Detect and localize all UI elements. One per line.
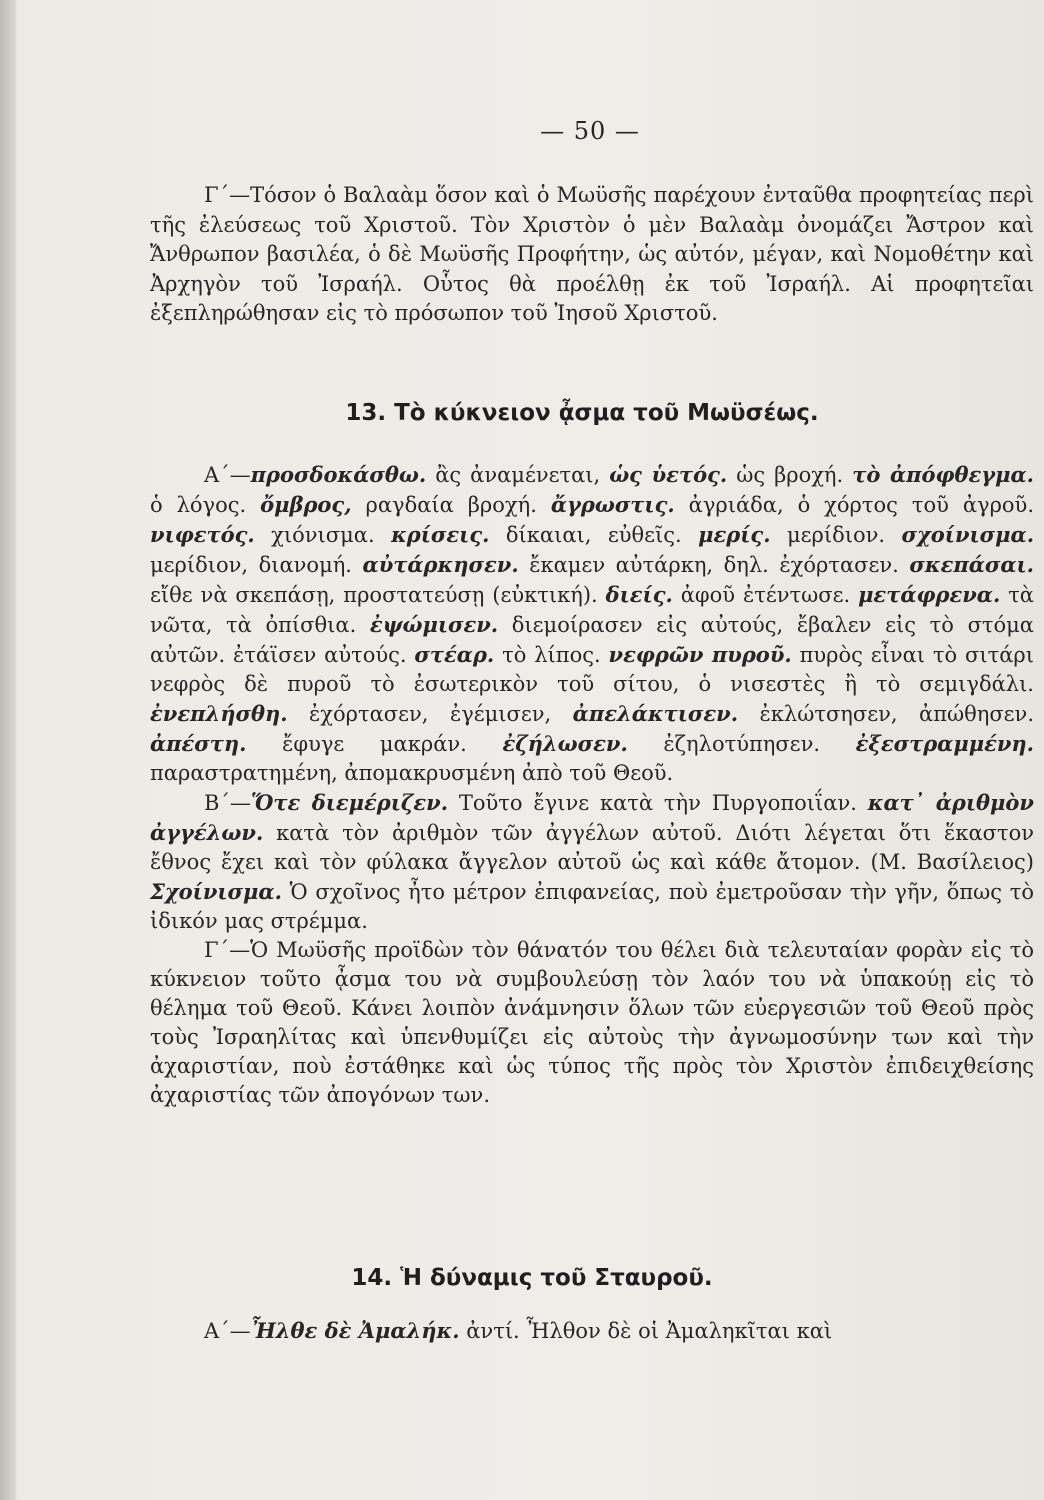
glossary-term: στέαρ. <box>414 642 495 667</box>
section-13-body <box>150 460 1034 1110</box>
glossary-definition: ἔκαμεν αὐτάρκη, δηλ. ἐχόρτασεν. <box>518 553 910 577</box>
paragraph-label: Β´— <box>204 791 251 815</box>
glossary-term: Σχοίνισμα. <box>150 879 282 904</box>
paragraph-gamma-moses: Γ´—Ὁ Μωϋσῆς προϊδὼν τὸν θάνατόν του θέλει διὰ τελευταίαν φορὰν εἰς τὸ κύκνειον τοῦτο ᾆσμα του νὰ συμβουλεύσῃ τὸν λαόν του νὰ ὑπακούῃ εἰς τὸ θέλημα τοῦ Θεοῦ. Κάνει λοιπὸν ἀνάμνησιν ὅλων τῶν εὐεργεσιῶν τοῦ Θεοῦ πρὸς τοὺς Ἰσραηλίτας καὶ ὑπενθυμίζει εἰς αὐτοὺς τὴν ἀγνωμοσύνην των καὶ τὴν ἀχαριστίαν, ποὺ ἐστάθηκε καὶ ὡς τύπος τῆς πρὸς τὸν Χριστὸν ἐπιδειχθείσης ἀχαριστίας τῶν ἀπογόνων των. <box>150 938 1034 1107</box>
glossary-definition: ἀγριάδα, ὁ χόρτος τοῦ ἀγροῦ. <box>674 493 1034 517</box>
glossary-term: ἀπέστη. <box>150 731 247 756</box>
glossary-term: ὡς ὑετός. <box>609 462 728 487</box>
glossary-term: Ἦλθε δὲ Ἀμαλήκ. <box>250 1318 460 1343</box>
paragraph-beta <box>150 788 1034 936</box>
glossary-definition: ἀντί. Ἦλθον δὲ οἱ Ἀμαληκῖται καὶ <box>459 1319 833 1343</box>
glossary-definition: χιόνισμα. <box>254 523 392 547</box>
glossary-definition: ὡς βροχή. <box>727 463 853 487</box>
glossary-term: ἀπελάκτισεν. <box>572 701 739 726</box>
glossary-term: ἐξεστραμμένη. <box>855 731 1034 756</box>
paragraph-label: Α´— <box>204 463 251 487</box>
paragraph-alpha-glossary <box>150 460 1034 788</box>
glossary-term: ἐψώμισεν. <box>369 612 499 637</box>
page-number: — 50 — <box>540 117 640 145</box>
glossary-term: αὐτάρκησεν. <box>362 552 519 577</box>
glossary-definition: τὸ λίπος. <box>494 643 609 667</box>
paragraph-alpha-amalek <box>150 1316 1034 1347</box>
glossary-term: κατ᾽ ἀριθμὸν ἀγγέλων. <box>150 790 1034 845</box>
glossary-definition: διεμοίρασεν εἰς αὐτούς, ἔβαλεν εἰς τὸ στόμα αὐτῶν. ἐτάϊσεν αὐτούς. <box>150 613 1034 667</box>
section-14-body <box>150 1316 1034 1347</box>
glossary-term: Ὅτε διεμέριζεν. <box>250 790 449 815</box>
intro-paragraph-block <box>150 181 1034 329</box>
glossary-term: ἐνεπλήσθη. <box>150 701 288 726</box>
glossary-term: διείς. <box>605 582 673 607</box>
glossary-definition: δίκαιαι, εὐθεῖς. <box>489 523 699 547</box>
glossary-term: κρίσεις. <box>391 522 490 547</box>
glossary-term: μερίς. <box>698 522 771 547</box>
glossary-definition: ἔφυγε μακράν. <box>246 732 503 756</box>
glossary-definition: Ὁ σχοῖνος ἦτο μέτρον ἐπιφανείας, ποὺ ἐμετροῦσαν τὴν γῆν, ὅπως τὸ ἰδικόν μας στρέμμα. <box>150 880 1034 933</box>
glossary-term: νεφρῶν πυροῦ. <box>608 642 792 667</box>
glossary-definition: τὰ νῶτα, τὰ ὀπίσθια. <box>150 583 1034 637</box>
glossary-definition: μερίδιον, διανομή. <box>150 553 363 577</box>
glossary-term: σκεπάσαι. <box>909 552 1034 577</box>
glossary-definition: ἐχόρτασεν, ἐγέμισεν, <box>287 702 573 726</box>
glossary-definition: Τοῦτο ἔγινε κατὰ τὴν Πυργοποιΐαν. <box>448 791 868 815</box>
glossary-term: ὄμβρος, <box>260 492 352 517</box>
glossary-term: ἄγρωστις. <box>550 492 675 517</box>
section-heading-14: 14. Ἡ δύναμις τοῦ Σταυροῦ. <box>351 1265 713 1291</box>
glossary-term: νιφετός. <box>150 522 255 547</box>
glossary-definition: ἐκλώτσησεν, ἀπώθησεν. <box>738 702 1034 726</box>
glossary-definition: εἴθε νὰ σκεπάσῃ, προστατεύσῃ (εὐκτική). <box>150 583 606 607</box>
paragraph-gamma-prophecies: Γ´—Τόσον ὁ Βαλαὰμ ὅσον καὶ ὁ Μωϋσῆς παρέχουν ἐνταῦθα προφητείας περὶ τῆς ἐλεύσεως τοῦ Χριστοῦ. Τὸν Χριστὸν ὁ μὲν Βαλαὰμ ὀνομάζει Ἄστρον καὶ Ἄνθρωπον βασιλέα, ὁ δὲ Μωϋσῆς Προφήτην, ὡς αὐτόν, μέγαν, καὶ Νομοθέτην καὶ Ἀρχηγὸν τοῦ Ἰσραήλ. Οὗτος θὰ προέλθῃ ἐκ τοῦ Ἰσραήλ. Αἱ προφητεῖαι ἐξεπληρώθησαν εἰς τὸ πρόσωπον τοῦ Ἰησοῦ Χριστοῦ. <box>150 183 1034 325</box>
glossary-definition: πυρὸς εἶναι τὸ σιτάρι νεφρὸς δὲ πυροῦ τὸ ἐσωτερικὸν τοῦ σίτου, ὁ νισεστὲς ἢ τὸ σεμιγδάλι. <box>150 643 1034 696</box>
glossary-definition: ἀφοῦ ἐτέντωσε. <box>672 583 859 607</box>
section-heading-13: 13. Τὸ κύκνειον ᾆσμα τοῦ Μωϋσέως. <box>345 400 819 426</box>
glossary-term: τὸ ἀπόφθεγμα. <box>852 462 1034 487</box>
glossary-definition: παραστρατημένη, ἀπομακρυσμένη ἀπὸ τοῦ Θεοῦ. <box>150 761 674 785</box>
glossary-term: μετάφρενα. <box>858 582 1001 607</box>
glossary-definition: ἂς ἀναμένεται, <box>426 463 610 487</box>
glossary-term: προσδοκάσθω. <box>250 462 427 487</box>
glossary-definition: ἐζηλοτύπησεν. <box>627 732 856 756</box>
glossary-term: ἐζήλωσεν. <box>502 731 628 756</box>
glossary-definition: κατὰ τὸν ἀριθμὸν τῶν ἀγγέλων αὐτοῦ. Διότι λέγεται ὅτι ἕκαστον ἔθνος ἔχει καὶ τὸν φύλακα ἄγγελον αὐτοῦ ὡς καὶ κάθε ἄτομον. (Μ. Βασίλειος) <box>150 821 1034 874</box>
paragraph-label: Α´— <box>204 1319 251 1343</box>
glossary-term: σχοίνισμα. <box>901 522 1035 547</box>
glossary-definition: ὁ λόγος. <box>150 493 261 517</box>
glossary-definition: μερίδιον. <box>770 523 902 547</box>
glossary-definition: ραγδαία βροχή. <box>351 493 551 517</box>
